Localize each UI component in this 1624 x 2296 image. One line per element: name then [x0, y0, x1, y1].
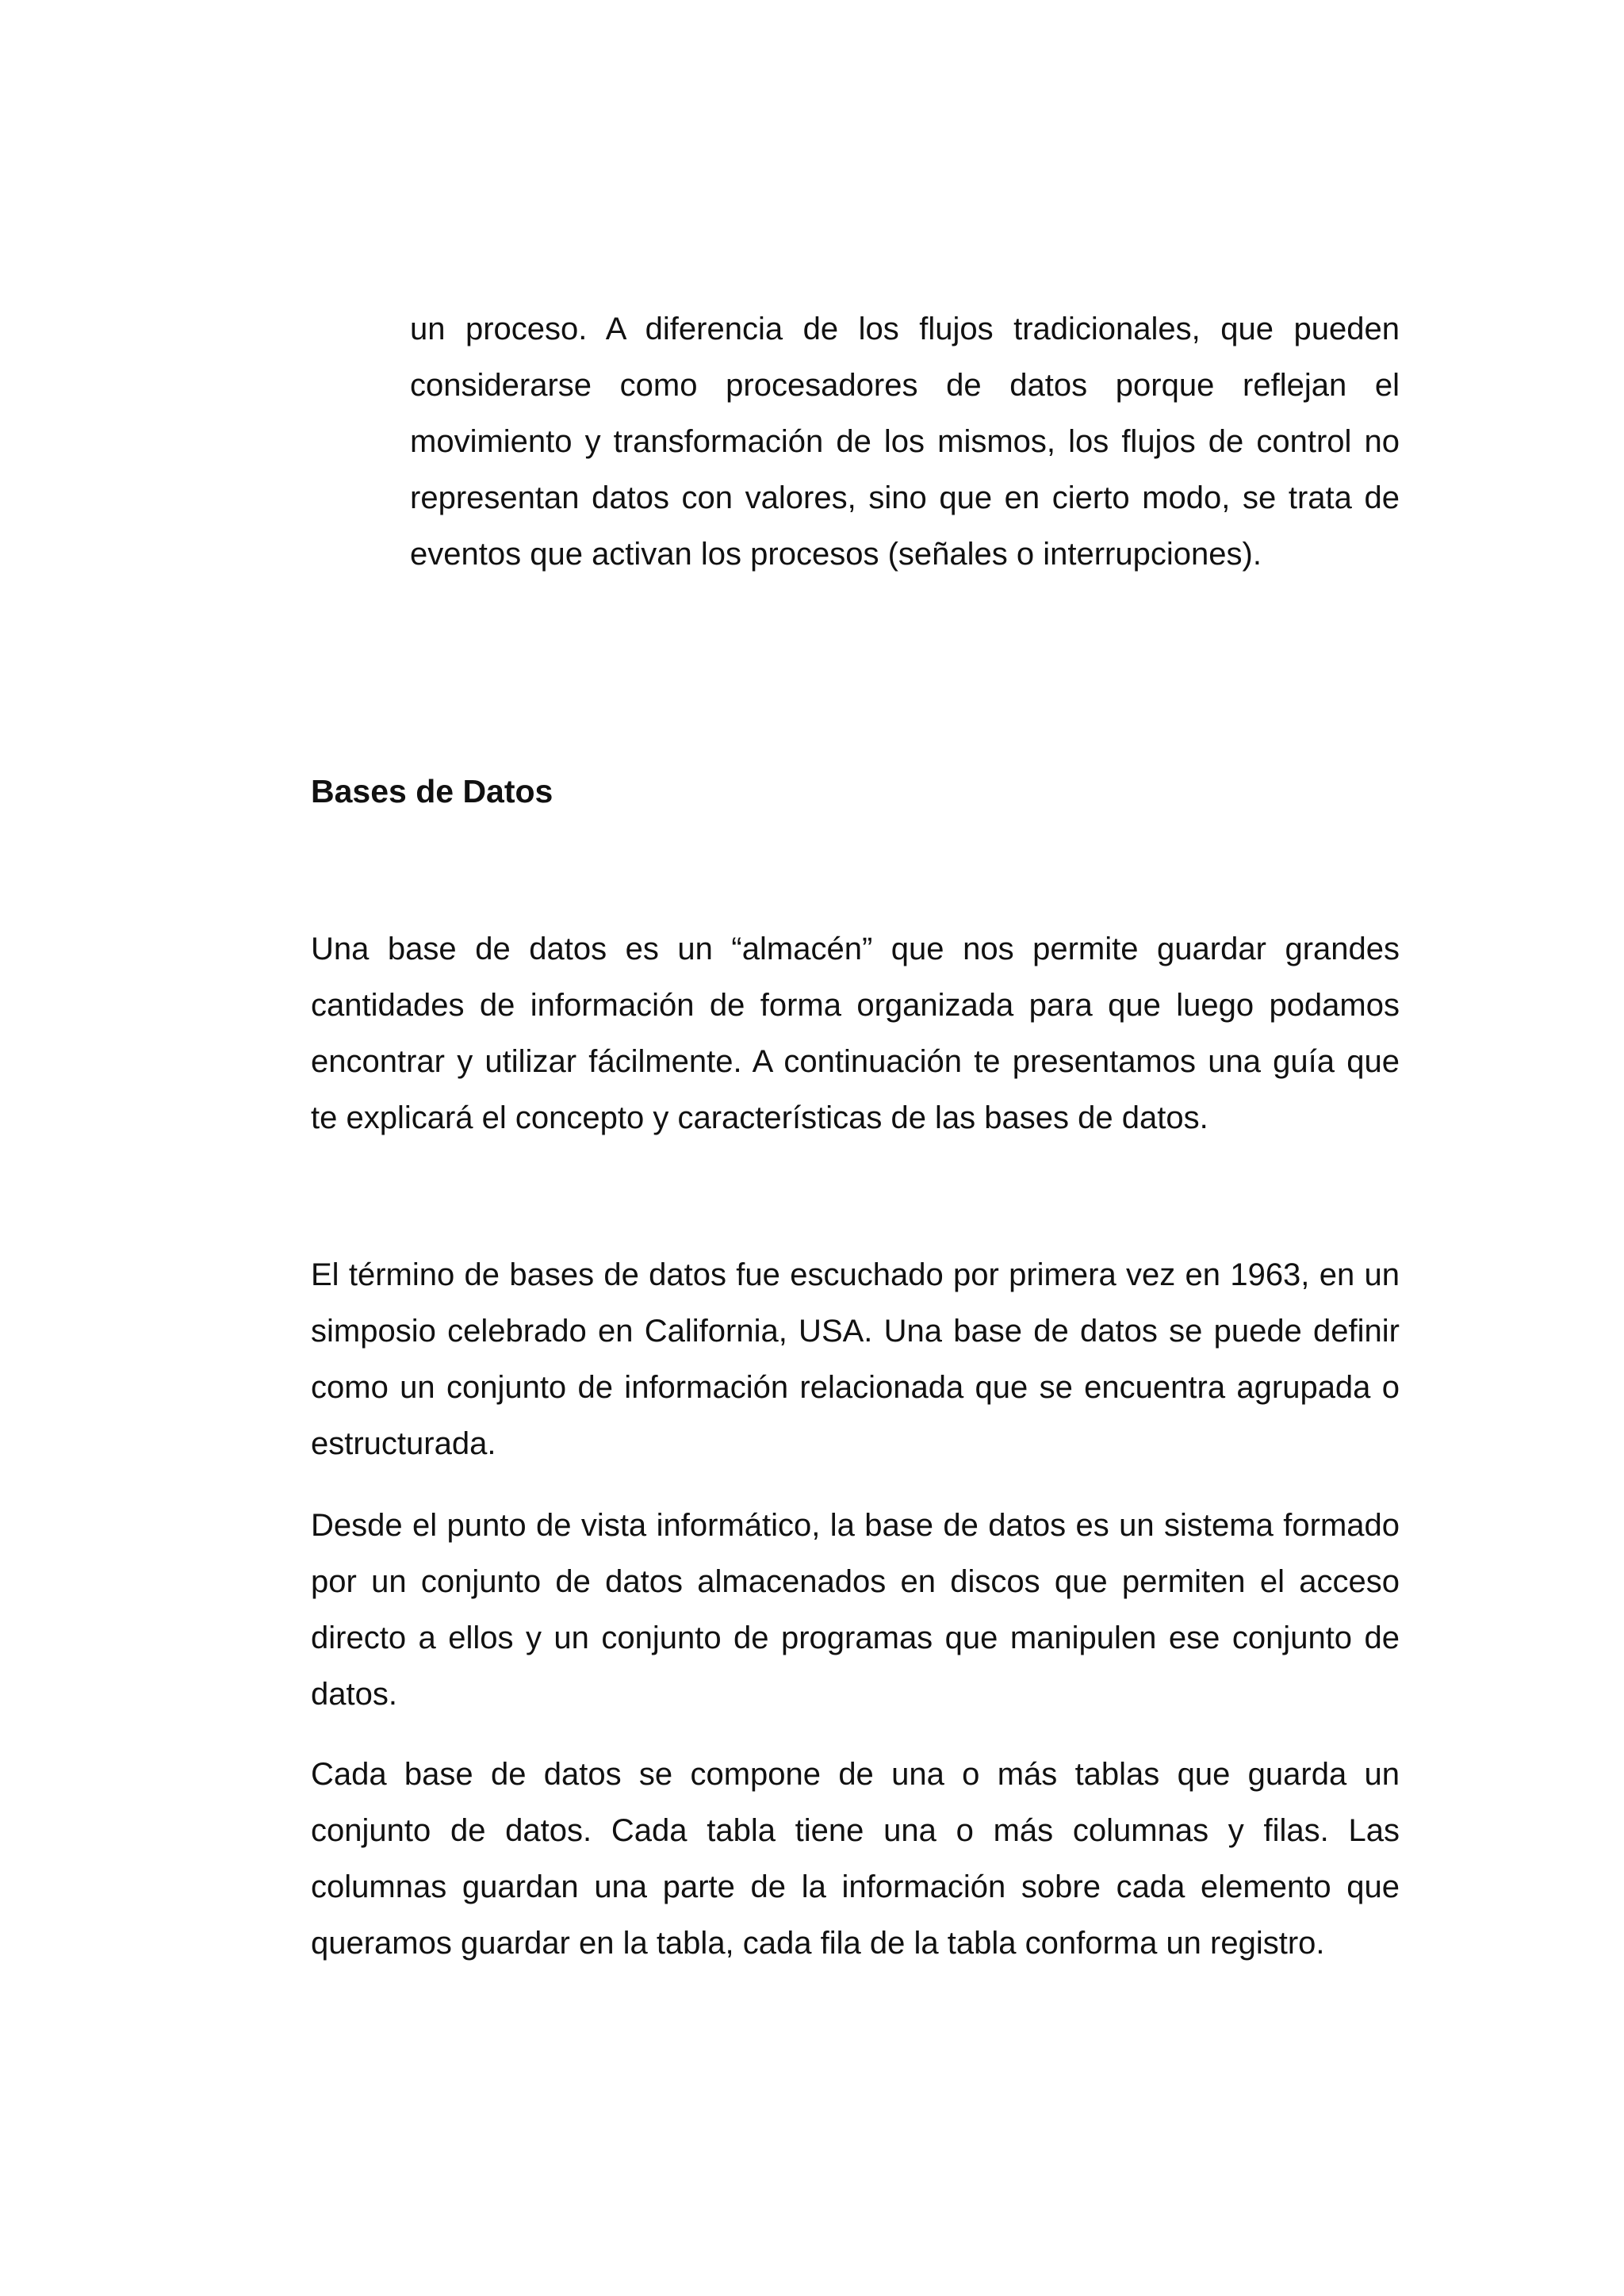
- paragraph-intro: Una base de datos es un “almacén” que nos permite guardar grandes cantidades de información de forma organizada para que luego podamos encontrar y utilizar fácilmente. A continuación te presentamos una guía que te explicará el concepto y características de las bases de datos.: [311, 932, 1400, 1135]
- continuation-paragraph: un proceso. A diferencia de los flujos tradicionales, que pueden considerarse como procesadores de datos porque reflejan el movimiento y transformación de los mismos, los flujos de control no representan datos con valores, sino que en cierto modo, se trata de eventos que activan los procesos (señales o interrupciones).: [410, 312, 1400, 572]
- paragraph-definition: Desde el punto de vista informático, la base de datos es un sistema formado por un conjunto de datos almacenados en discos que permiten el acceso directo a ellos y un conjunto de programas que manipulen ese conjunto de datos.: [311, 1508, 1400, 1712]
- paragraph-tables: Cada base de datos se compone de una o más tablas que guarda un conjunto de datos. Cada tabla tiene una o más columnas y filas. Las columnas guardan una parte de la información sobre cada elemento que queramos guardar en la tabla, cada fila de la tabla conforma un registro.: [311, 1757, 1400, 1961]
- paragraph-history: El término de bases de datos fue escuchado por primera vez en 1963, en un simposio celebrado en California, USA. Una base de datos se puede definir como un conjunto de información relacionada que se encuentra agrupada o estructurada.: [311, 1257, 1400, 1461]
- section-heading: Bases de Datos: [311, 773, 553, 809]
